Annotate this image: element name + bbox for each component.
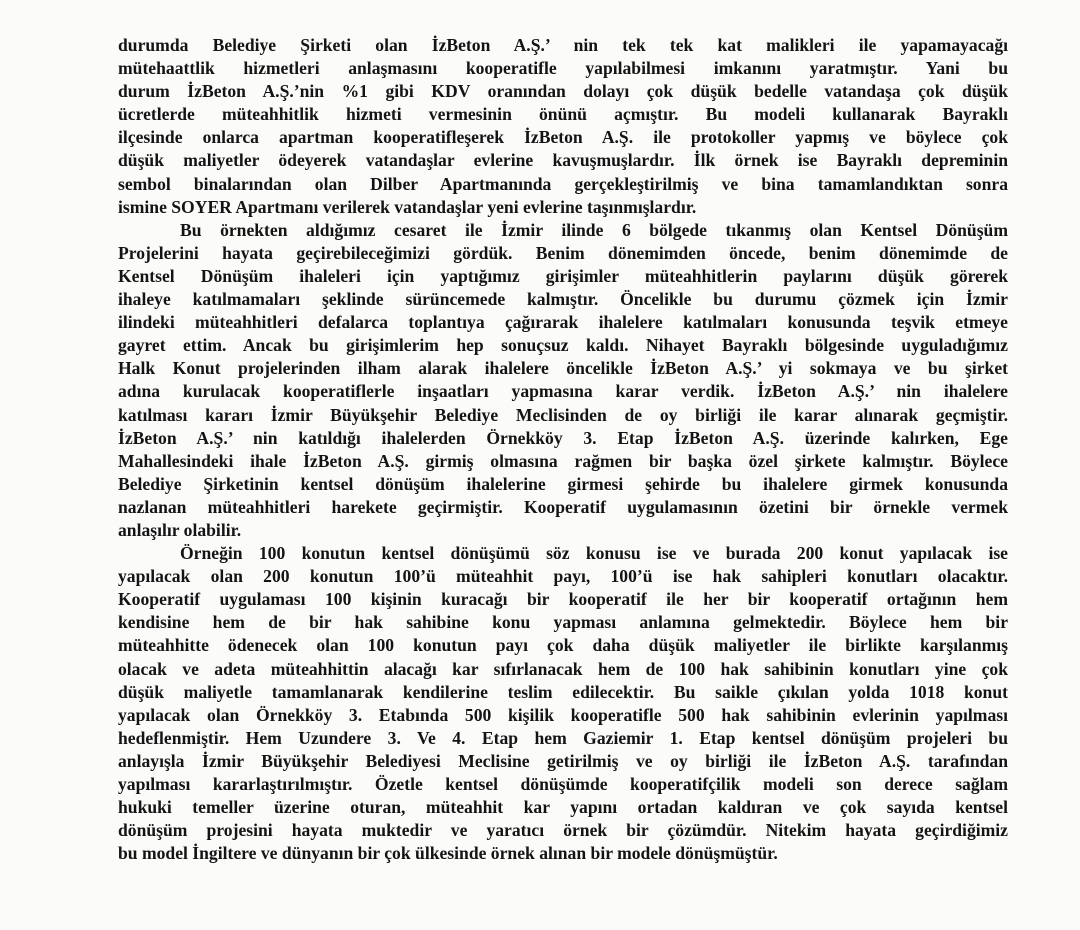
- text-line: anlayışla İzmir Büyükşehir Belediyesi Meclisine getirilmiş ve oy birliği ile İzBeton A.Ş. tarafından: [118, 750, 1008, 771]
- document-body: [118, 34, 1008, 865]
- text-line: İzBeton A.Ş.’ nin katıldığı ihalelerden Örnekköy 3. Etap İzBeton A.Ş. üzerinde kalırken, Ege: [118, 427, 1008, 448]
- text-line: adına kurulacak kooperatiflerle inşaatları yapmasına karar verdik. İzBeton A.Ş.’ nin ihalelere: [118, 381, 1008, 402]
- text-line: durumda Belediye Şirketi olan İzBeton A.Ş.’ nin tek tek kat malikleri ile yapamayacağı: [118, 35, 1008, 55]
- text-line: Kooperatif uygulaması 100 kişinin kuracağı bir kooperatif ile her bir kooperatif ortağının hem: [118, 589, 1008, 610]
- text-line: durum İzBeton A.Ş.’nin %1 gibi KDV oranından dolayı çok düşük bedelle vatandaşa çok düşük: [118, 81, 1008, 102]
- text-line: katılması kararı İzmir Büyükşehir Belediye Meclisinden de oy birliği ile karar alınarak geçmiştir.: [118, 404, 1008, 425]
- text-line: Mahallesindeki ihale İzBeton A.Ş. girmiş olmasına rağmen bir başka özel şirkete kalmıştır. Böylece: [118, 450, 1008, 471]
- text-line: kendisine hem de bir hak sahibine konu yapması anlamına gelmektedir. Böylece hem bir: [118, 612, 1008, 633]
- text-line: anlaşılır olabilir.: [118, 519, 242, 540]
- text-line: yapılacak olan 200 konutun 100’ü müteahhit payı, 100’ü ise hak sahipleri konutları olacaktır.: [118, 566, 1008, 587]
- text-line: Örneğin 100 konutun kentsel dönüşümü söz konusu ise ve burada 200 konut yapılacak ise: [180, 543, 1008, 564]
- text-line: dönüşüm projesini hayata muktedir ve yaratıcı örnek bir çözümdür. Nitekim hayata geçirdiğimiz: [118, 820, 1008, 841]
- paragraph: [118, 34, 1008, 219]
- text-line: Belediye Şirketinin kentsel dönüşüm ihalelerine girmesi şehirde bu ihalelere girmek konusunda: [118, 473, 1008, 494]
- text-line: Bu örnekten aldığımız cesaret ile İzmir ilinde 6 bölgede tıkanmış olan Kentsel Dönüşüm: [180, 219, 1008, 240]
- text-line: müteahhitte ödenecek olan 100 konutun payı çok daha düşük maliyetler ile birlikte karşılanmış: [118, 635, 1008, 656]
- paragraph: [118, 542, 1008, 865]
- text-line: hedeflenmiştir. Hem Uzundere 3. Ve 4. Etap hem Gaziemir 1. Etap kentsel dönüşüm projeleri bu: [118, 727, 1008, 748]
- paragraph: [118, 219, 1008, 542]
- text-line: mütehaattlik hizmetleri anlaşmasını kooperatifle yapılabilmesi imkanını yaratmıştır. Yani bu: [118, 58, 1008, 79]
- text-line: ismine SOYER Apartmanı verilerek vatandaşlar yeni evlerine taşınmışlardır.: [118, 196, 697, 217]
- text-line: ilindeki müteahhitleri defalarca toplantıya çağırarak ihalelere katılmaları konusunda teşvik etmeye: [118, 312, 1008, 333]
- text-line: sembol binalarından olan Dilber Apartmanında gerçekleştirilmiş ve bina tamamlandıktan sonra: [118, 173, 1008, 194]
- text-line: ücretlerde müteahhitlik hizmeti vermesinin önünü açmıştır. Bu modeli kullanarak Bayraklı: [118, 104, 1008, 125]
- text-line: gayret ettim. Ancak bu girişimlerim hep sonuçsuz kaldı. Nihayet Bayraklı bölgesinde uyguladığımız: [118, 335, 1008, 356]
- text-line: yapılması kararlaştırılmıştır. Özetle kentsel dönüşümde kooperatifçilik modeli son derece sağlam: [118, 774, 1008, 794]
- text-line: nazlanan müteahhitleri harekete geçirmiştir. Kooperatif uygulamasının özetini bir örnekle vermek: [118, 496, 1008, 517]
- text-line: Halk Konut projelerinden ilham alarak ihalelere öncelikle İzBeton A.Ş.’ yi sokmaya ve bu şirket: [118, 358, 1008, 379]
- text-line: Kentsel Dönüşüm ihaleleri için yaptığımız girişimler müteahhitlerin paylarını düşük görerek: [118, 265, 1008, 286]
- text-line: düşük maliyetle tamamlanarak kendilerine teslim edilecektir. Bu saikle çıkılan yolda 1018 konut: [118, 681, 1008, 702]
- text-line: ilçesinde onlarca apartman kooperatifleşerek İzBeton A.Ş. ile protokoller yapmış ve böylece çok: [118, 127, 1008, 148]
- text-line: olacak ve adeta müteahhittin alacağı kar sıfırlanacak hem de 100 hak sahibinin konutları yine çok: [118, 658, 1008, 679]
- text-line: düşük maliyetler ödeyerek vatandaşlar evlerine kavuşmuşlardır. İlk örnek ise Bayraklı depreminin: [118, 150, 1008, 171]
- text-line: Projelerini hayata geçirebileceğimizi gördük. Benim dönemimden öncede, benim dönemimde de: [118, 242, 1008, 263]
- text-line: yapılacak olan Örnekköy 3. Etabında 500 kişilik kooperatifle 500 hak sahibinin evlerinin yapılması: [118, 704, 1008, 725]
- text-line: bu model İngiltere ve dünyanın bir çok ülkesinde örnek alınan bir modele dönüşmüştür.: [118, 843, 778, 864]
- text-line: ihaleye katılmamaları şeklinde sürüncemede kalmıştır. Öncelikle bu durumu çözmek için İzmir: [118, 289, 1008, 310]
- text-line: hukuki temeller üzerine oturan, müteahhit kar yapını ortadan kaldıran ve çok sayıda kentsel: [118, 797, 1008, 818]
